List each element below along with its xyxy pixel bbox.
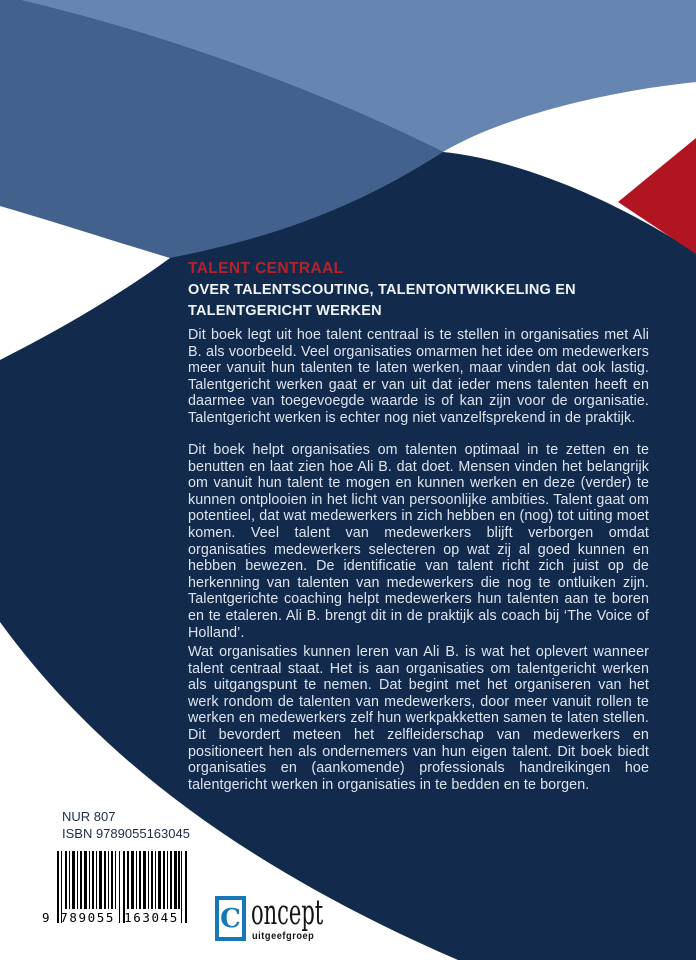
barcode-digits: 9 789055 163045 [42,910,179,925]
book-subtitle-line-2: TALENTGERICHT WERKEN [188,302,382,319]
print-codes [62,808,190,842]
isbn-code: ISBN 9789055163045 [62,826,190,841]
isbn-barcode [40,850,190,934]
blurb-paragraph-1: Dit boek legt uit hoe talent centraal is te stellen in organisaties met Ali B. als voorbeeld. Veel organisaties omarmen het idee om medewerkers meer vanuit hun talenten te laten werken, maar vinden dat ook lastig. Talentgericht werken gaat er van uit dat ieder mens talenten heeft en daarmee van toegevoegde waarde is of kan zijn voor de organisatie. Talentgericht werken is echter nog niet vanzelfsprekend in de praktijk. [188,327,649,426]
book-subtitle [188,280,649,321]
publisher-initial: C [220,903,241,934]
publisher-name: oncept [251,893,324,933]
book-title: TALENT CENTRAAL [188,260,344,277]
blurb-paragraph-3: Wat organisaties kunnen leren van Ali B. is wat het oplevert wanneer talent centraal staat. Het is aan organisaties om talentgericht werken als uitgangspunt te nemen. Dat begint met het organiseren van het werk rondom de talenten van medewerkers, door meer vanuit rollen te werken en medewerkers zelf hun werkpakketten samen te laten stellen. Dit bevordert meteen het zelfleiderschap van medewerkers en positioneert hen als ondernemers van hun eigen talent. Dit boek biedt organisaties en (aankomende) professionals handreikingen hoe talentgericht werken in organisaties in te bedden en te borgen. [188,644,649,793]
publisher-logo-mark [215,896,246,941]
publisher-tagline: uitgeefgroep [252,931,315,942]
blurb-paragraph-2: Dit boek helpt organisaties om talenten optimaal in te zetten en te benutten en laat zien hoe Ali B. dat doet. Mensen vinden het belangrijk om vanuit hun talent te mogen en kunnen werken en deze (verder) te kunnen ontplooien in het licht van persoonlijke ambities. Talent gaat om potentieel, dat wat medewerkers in zich hebben en (nog) tot uiting moet komen. Veel talent van medewerkers blijft verborgen omdat organisaties medewerkers selecteren op wat zij al goed kunnen en hebben bewezen. De identificatie van talent richt zich juist op de herkenning van talenten van medewerkers die nog te ontluiken zijn. Talentgerichte coaching helpt medewerkers hun talenten aan te boren en te etaleren. Ali B. brengt dit in de praktijk als coach bij ‘The Voice of Holland’. [188,442,649,641]
book-subtitle-line-1: OVER TALENTSCOUTING, TALENTONTWIKKELING EN [188,282,576,298]
publisher-logo [215,893,345,948]
nur-code: NUR 807 [62,809,116,824]
